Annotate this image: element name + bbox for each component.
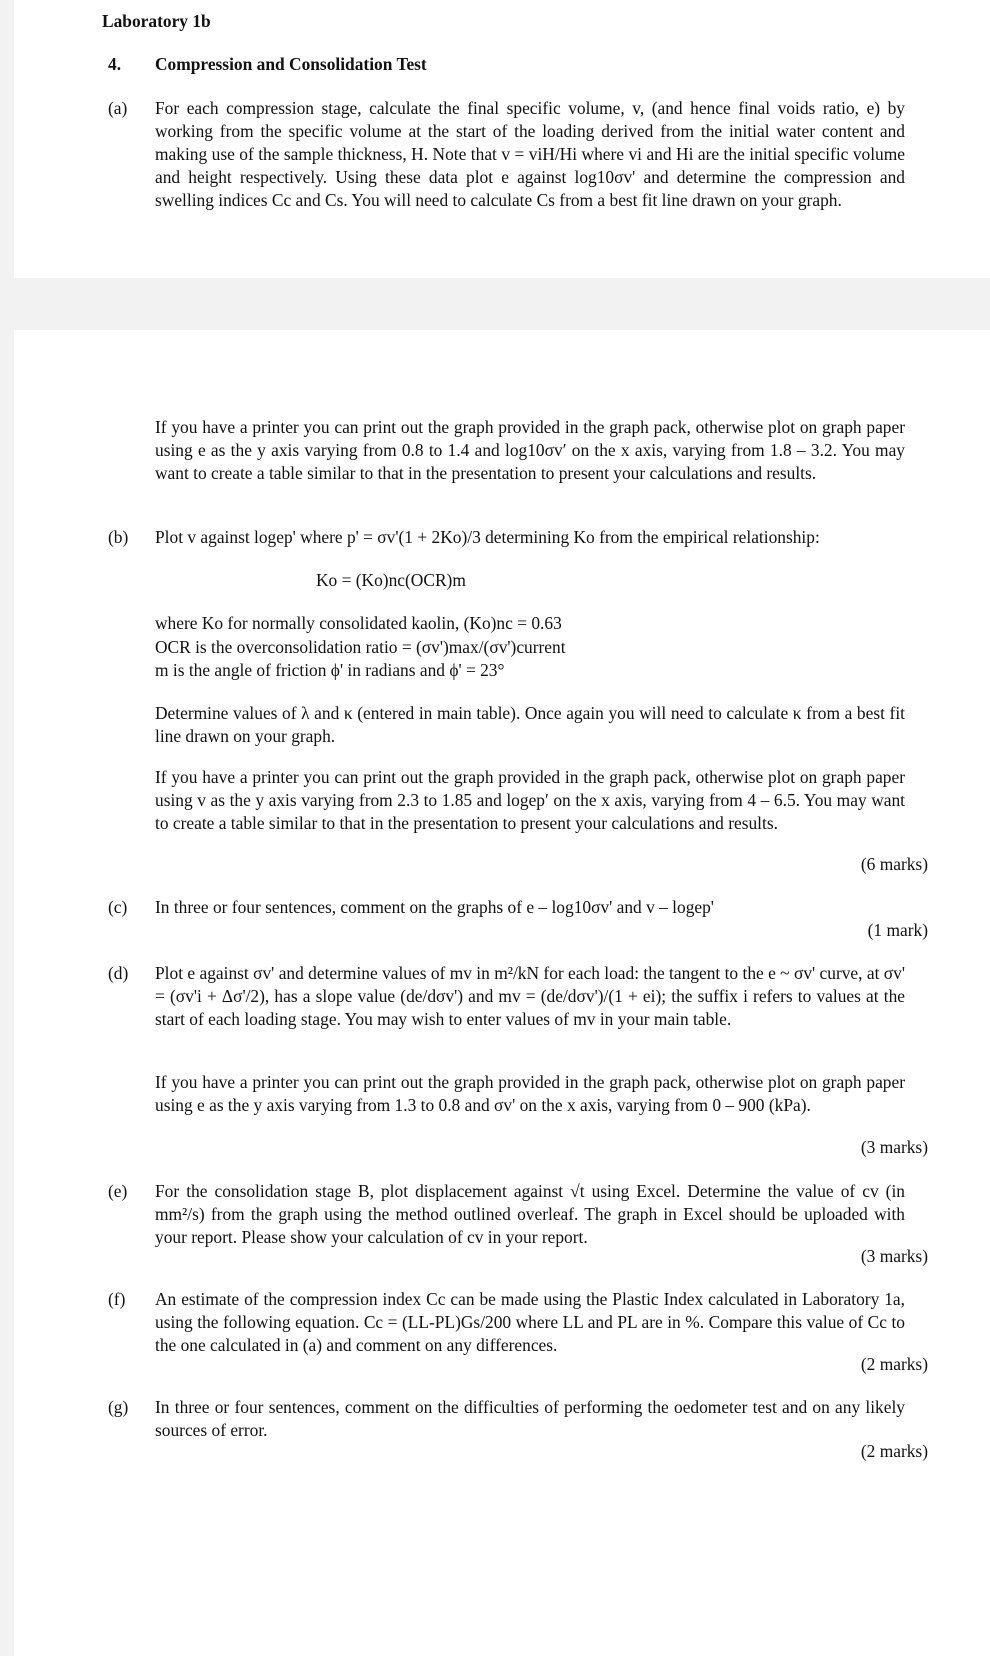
section-number: 4.: [108, 54, 122, 74]
part-f-label: (f): [108, 1289, 126, 1309]
part-b-where-3: m is the angle of friction ϕ' in radians and ϕ' = 23°: [155, 660, 505, 680]
part-c-label: (c): [108, 897, 128, 917]
part-f-text: An estimate of the compression index Cc can be made using the Plastic Index calculated in Laboratory 1a, using the following equation. Cc = (LL-PL)Gs/200 where LL and PL are in %. Compare this value of Cc to the one calculated in (a) and comment on any differences.: [155, 1289, 905, 1355]
section-title: Compression and Consolidation Test: [155, 54, 427, 74]
part-b-where-1: where Ko for normally consolidated kaolin, (Ko)nc = 0.63: [155, 613, 562, 633]
part-c-marks: (1 mark): [867, 920, 928, 940]
part-g-marks: (2 marks): [860, 1441, 928, 1461]
part-b-equation: Ko = (Ko)nc(OCR)m: [316, 570, 466, 590]
part-g-label: (g): [108, 1397, 129, 1417]
part-b-where-2: OCR is the overconsolidation ratio = (σv')max/(σv')current: [155, 637, 566, 657]
part-g-text: In three or four sentences, comment on the difficulties of performing the oedometer test and on any likely sources of error.: [155, 1397, 905, 1440]
part-b-label: (b): [108, 527, 129, 547]
part-e-marks: (3 marks): [860, 1246, 928, 1266]
page-1: [14, 0, 990, 278]
page-2: [14, 330, 990, 1656]
part-b-determine: Determine values of λ and κ (entered in main table). Once again you will need to calculate κ from a best fit line drawn on your graph.: [155, 703, 905, 746]
part-e-text: For the consolidation stage B, plot displacement against √t using Excel. Determine the value of cv (in mm²/s) from the graph using the method outlined overleaf. The graph in Excel should be uploaded with your report. Please show your calculation of cv in your report.: [155, 1181, 905, 1247]
part-d-label: (d): [108, 963, 129, 983]
part-f-marks: (2 marks): [860, 1354, 928, 1374]
lab-title: Laboratory 1b: [102, 11, 211, 31]
part-e-label: (e): [108, 1181, 128, 1201]
part-a-label: (a): [108, 98, 128, 118]
part-d-text: Plot e against σv' and determine values of mv in m²/kN for each load: the tangent to the e ~ σv' curve, at σv' = (σv'i + Δσ'/2), has a slope value (de/dσv') and mv = (de/dσv')/(1 + ei); the suffix i refers to values at the start of each loading stage. You may wish to enter values of mv in your main table.: [155, 963, 905, 1029]
part-c-text: In three or four sentences, comment on the graphs of e – log10σv' and v – logep': [155, 897, 714, 917]
part-b-intro: Plot v against logep' where p' = σv'(1 + 2Ko)/3 determining Ko from the empirical relationship:: [155, 527, 820, 547]
part-d-print: If you have a printer you can print out the graph provided in the graph pack, otherwise plot on graph paper using e as the y axis varying from 1.3 to 0.8 and σv' on the x axis, varying from 0 – 900 (kPa).: [155, 1072, 905, 1115]
part-b-print: If you have a printer you can print out the graph provided in the graph pack, otherwise plot on graph paper using v as the y axis varying from 2.3 to 1.85 and logep′ on the x axis, varying from 4 – 6.5. You may want to create a table similar to that in the presentation to present your calculations and results.: [155, 767, 905, 833]
part-a-paragraph-1: For each compression stage, calculate the final specific volume, v, (and hence final voids ratio, e) by working from the specific volume at the start of the loading derived from the initial water content and making use of the sample thickness, H. Note that v = viH/Hi where vi and Hi are the initial specific volume and height respectively. Using these data plot e against log10σv' and determine the compression and swelling indices Cc and Cs. You will need to calculate Cs from a best fit line drawn on your graph.: [155, 98, 905, 210]
part-d-marks: (3 marks): [860, 1137, 928, 1157]
part-a-paragraph-2: If you have a printer you can print out the graph provided in the graph pack, otherwise plot on graph paper using e as the y axis varying from 0.8 to 1.4 and log10σv′ on the x axis, varying from 1.8 – 3.2. You may want to create a table similar to that in the presentation to present your calculations and results.: [155, 417, 905, 483]
part-b-marks: (6 marks): [860, 854, 928, 874]
